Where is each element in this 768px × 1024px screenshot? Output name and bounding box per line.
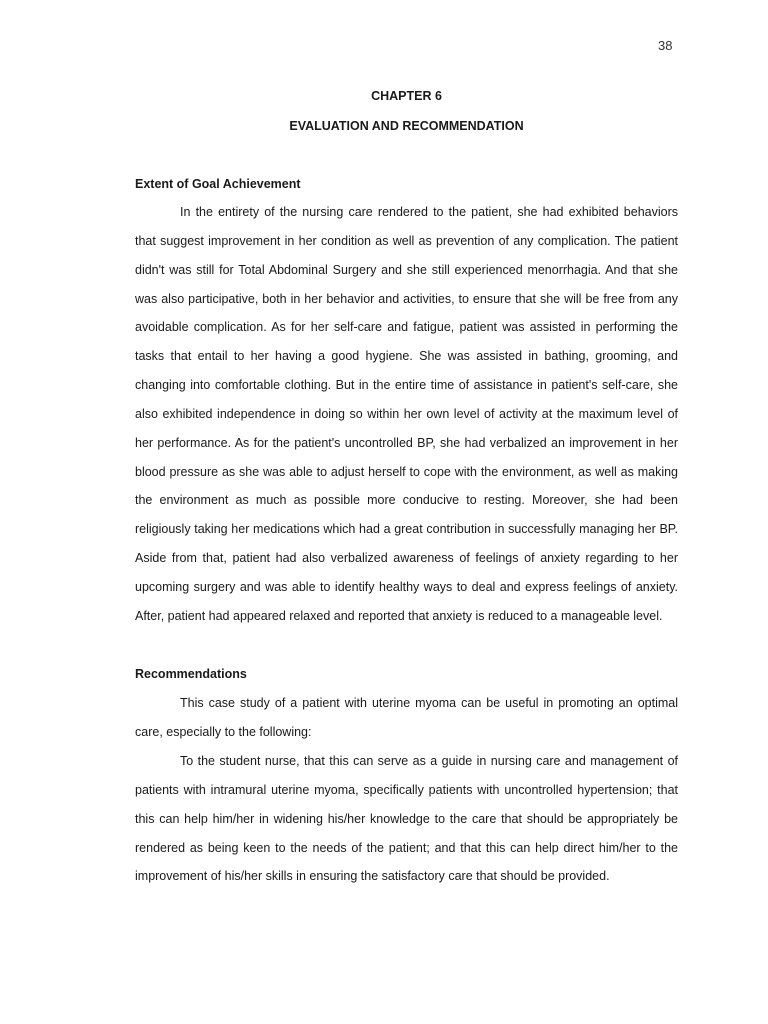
section-heading-goal-achievement: Extent of Goal Achievement — [135, 177, 301, 191]
chapter-number: CHAPTER 6 — [371, 89, 442, 103]
paragraph-recommendations-intro: This case study of a patient with uterine myoma can be useful in promoting an optimal care, especially to the following: — [135, 696, 678, 739]
paragraph-goal-achievement: In the entirety of the nursing care rendered to the patient, she had exhibited behaviors that suggest improvement in her condition as well as prevention of any complication. The patient didn't was still for Total Abdominal Surgery and she still experienced menorrhagia. And that she was also participative, both in her behavior and activities, to ensure that she will be free from any avoidable complication. As for her self-care and fatigue, patient was assisted in performing the tasks that entail to her having a good hygiene. She was assisted in bathing, grooming, and changing into comfortable clothing. But in the entire time of assistance in patient's self-care, she also exhibited independence in doing so within her own level of activity at the maximum level of her performance. As for the patient's uncontrolled BP, she had verbalized an improvement in her blood pressure as she was able to adjust herself to cope with the environment, as well as making the environment as much as possible more conducive to resting. Moreover, she had been religiously taking her medications which had a great contribution in successfully managing her BP. Aside from that, patient had also verbalized awareness of feelings of anxiety regarding to her upcoming surgery and was able to identify healthy ways to deal and express feelings of anxiety. After, patient had appeared relaxed and reported that anxiety is reduced to a manageable level. — [135, 205, 678, 623]
section-heading-recommendations: Recommendations — [135, 667, 247, 681]
paragraph-recommendations-student-nurse: To the student nurse, that this can serve as a guide in nursing care and management of patients with intramural uterine myoma, specifically patients with uncontrolled hypertension; that this can help him/her in widening his/her knowledge to the care that should be appropriately be rendered as being keen to the needs of the patient; and that this can help direct him/her to the improvement of his/her skills in ensuring the satisfactory care that should be provided. — [135, 754, 678, 884]
chapter-title: EVALUATION AND RECOMMENDATION — [289, 119, 524, 133]
page-number: 38 — [658, 38, 673, 53]
